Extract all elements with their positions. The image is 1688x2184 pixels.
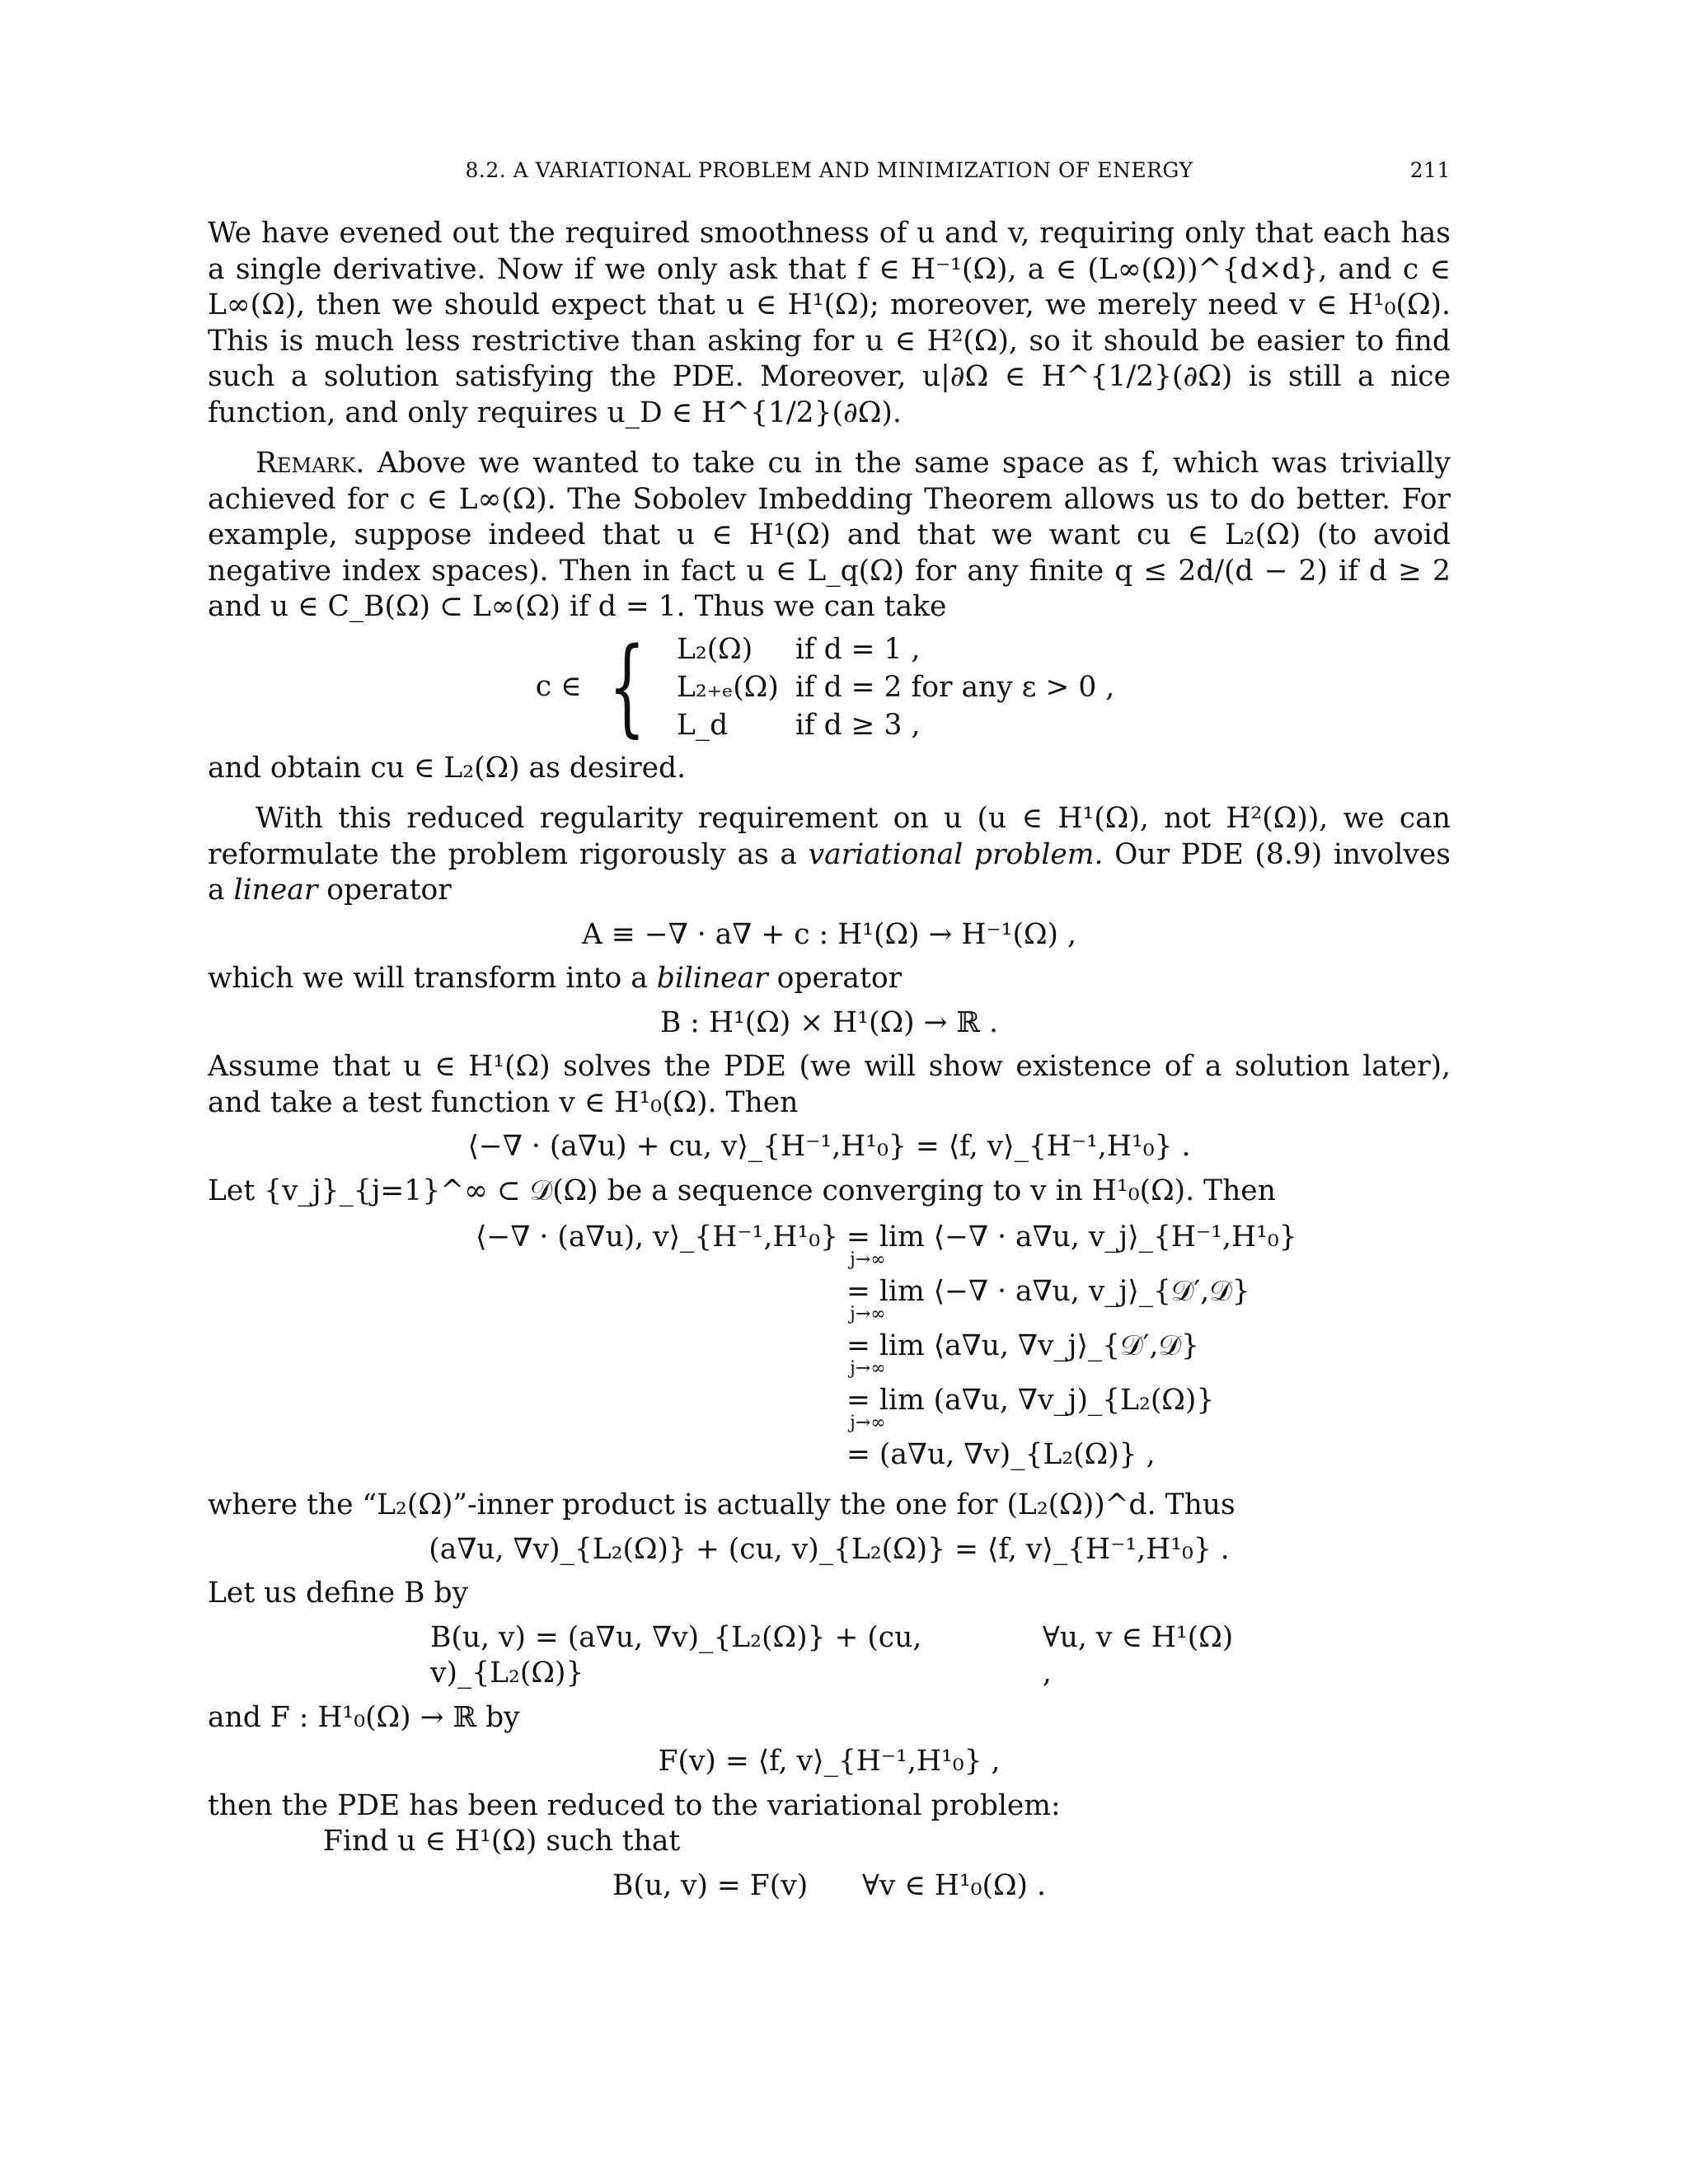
paragraph-reduced: then the PDE has been reduced to the variational problem:: [208, 1788, 1061, 1822]
left-brace: {: [607, 625, 645, 748]
equation-operator-a: A ≡ −∇ · a∇ + c : H¹(Ω) → H⁻¹(Ω) ,: [582, 917, 1076, 951]
cases-row: [668, 668, 1123, 706]
equation-chain: [476, 1212, 1297, 1479]
chain-row: [476, 1267, 1297, 1321]
text-run: operator: [317, 874, 452, 907]
case-condition: if d = 1 ,: [795, 632, 921, 666]
text-run: operator: [767, 962, 903, 995]
paragraph-reduced-regularity: [208, 801, 1451, 909]
paragraph-bilinear: [208, 961, 1451, 997]
chain-row: [476, 1321, 1297, 1376]
equation-f-definition: F(v) = ⟨f, v⟩_{H⁻¹,H¹₀} ,: [658, 1745, 1001, 1778]
case-condition: if d = 2 for any ε > 0 ,: [795, 670, 1115, 704]
lim-subscript: j→∞: [850, 1249, 886, 1270]
emphasis-bilinear: bilinear: [656, 962, 768, 995]
chain-step: [846, 1212, 1297, 1270]
equation-test-function: ⟨−∇ · (a∇u) + cu, v⟩_{H⁻¹,H¹₀} = ⟨f, v⟩_{H⁻¹,H¹₀} .: [467, 1130, 1191, 1163]
b-definition-expression: B(u, v) = (a∇u, ∇v)_{L₂(Ω)} + (cu, v)_{L₂(Ω)}: [430, 1620, 922, 1690]
running-title: 8.2. A VARIATIONAL PROBLEM AND MINIMIZATION OF ENERGY: [465, 158, 1193, 182]
chain-step: = (a∇u, ∇v)_{L₂(Ω)} ,: [846, 1438, 1156, 1471]
equation-variational-problem: B(u, v) = F(v) ∀v ∈ H¹₀(Ω) .: [612, 1868, 1046, 1902]
text-run: With this reduced regularity requirement on u (u ∈ H¹(Ω), not H²(Ω)), we can reformulate the problem rigorously as a: [208, 802, 1451, 871]
lim-subscript: j→∞: [850, 1413, 886, 1433]
find-statement: Find u ∈ H¹(Ω) such that: [323, 1825, 681, 1858]
paragraph-after-cases: and obtain cu ∈ L₂(Ω) as desired.: [208, 751, 687, 785]
case-space: L₂₊ₑ(Ω): [676, 670, 779, 704]
chain-expression: = lim ⟨−∇ · a∇u, v_j⟩_{𝒟′,𝒟}: [846, 1275, 1250, 1308]
lim-subscript: j→∞: [850, 1304, 886, 1324]
equation-b-definition: [430, 1620, 1238, 1692]
case-space: L_d: [676, 708, 729, 742]
chain-row: [476, 1376, 1297, 1430]
paragraph-assume: Assume that u ∈ H¹(Ω) solves the PDE (we will show existence of a solution later), and take a test function v ∈ H¹₀(Ω). Then: [208, 1050, 1451, 1119]
cases-equation: [208, 625, 1451, 748]
chain-step: [846, 1321, 1297, 1379]
equation-operator-b: B : H¹(Ω) × H¹(Ω) → ℝ .: [659, 1005, 999, 1039]
remark-text: Above we wanted to take cu in the same space as f, which was trivially achieved for c ∈ L∞(Ω). The Sobolev Imbedding Theorem allows us to do better. For example, suppose indeed that u ∈ H¹(Ω) and that we want cu ∈ L₂(Ω) (to avoid negative index spaces). Then in fact u ∈ L_q(Ω) for any finite q ≤ 2d/(d − 2) if d ≥ 2 and u ∈ C_B(Ω) ⊂ L∞(Ω) if d = 1. Thus we can take: [208, 447, 1451, 623]
chain-row: [476, 1430, 1297, 1479]
emphasis-variational-problem: variational problem.: [808, 837, 1104, 871]
page-body: [208, 216, 1451, 1912]
chain-expression: = lim ⟨a∇u, ∇v_j⟩_{𝒟′,𝒟}: [846, 1329, 1199, 1362]
case-condition: if d ≥ 3 ,: [795, 708, 921, 742]
lim-subscript: j→∞: [850, 1358, 886, 1379]
text-run: Our PDE (8.9) involves a: [208, 837, 1451, 907]
remark-paragraph: [208, 446, 1451, 626]
chain-lhs: ⟨−∇ · (a∇u), v⟩_{H⁻¹,H¹₀}: [476, 1221, 839, 1254]
paragraph-inner-product: where the “L₂(Ω)”-inner product is actually the one for (L₂(Ω))^d. Thus: [208, 1488, 1236, 1521]
text-run: which we will transform into a: [208, 962, 657, 995]
cases-table: [668, 630, 1123, 744]
paragraph-sequence: Let {v_j}_{j=1}^∞ ⊂ 𝒟(Ω) be a sequence converging to v in H¹₀(Ω). Then: [208, 1174, 1276, 1207]
cases-row: [668, 630, 1123, 668]
equation-weak-form: (a∇u, ∇v)_{L₂(Ω)} + (cu, v)_{L₂(Ω)} = ⟨f, v⟩_{H⁻¹,H¹₀} .: [429, 1532, 1230, 1566]
chain-step: [846, 1376, 1297, 1433]
paragraph-define-b: Let us define B by: [208, 1577, 469, 1610]
chain-step: [846, 1267, 1297, 1324]
emphasis-linear: linear: [233, 874, 318, 907]
b-definition-quantifier: ∀u, v ∈ H¹(Ω) ,: [1042, 1620, 1234, 1690]
paragraph-define-f: and F : H¹₀(Ω) → ℝ by: [208, 1700, 520, 1734]
chain-expression: = lim ⟨−∇ · a∇u, v_j⟩_{H⁻¹,H¹₀}: [846, 1221, 1297, 1254]
chain-row: [476, 1212, 1297, 1267]
chain-expression: = lim (a∇u, ∇v_j)_{L₂(Ω)}: [846, 1384, 1215, 1417]
cases-lhs: c ∈: [535, 669, 582, 703]
case-space: L₂(Ω): [676, 632, 753, 666]
page-number: 211: [1409, 158, 1451, 182]
cases-row: [668, 706, 1123, 744]
paragraph-smoothness: We have evened out the required smoothness of u and v, requiring only that each has a single derivative. Now if we only ask that f ∈ H⁻¹(Ω), a ∈ (L∞(Ω))^{d×d}, and c ∈ L∞(Ω), then we should expect that u ∈ H¹(Ω); moreover, we merely need v ∈ H¹₀(Ω). This is much less restrictive than asking for u ∈ H²(Ω), so it should be easier to find such a solution satisfying the PDE. Moreover, u|∂Ω ∈ H^{1/2}(∂Ω) is still a nice function, and only requires u_D ∈ H^{1/2}(∂Ω).: [208, 217, 1451, 429]
remark-label: Remark.: [256, 447, 365, 480]
